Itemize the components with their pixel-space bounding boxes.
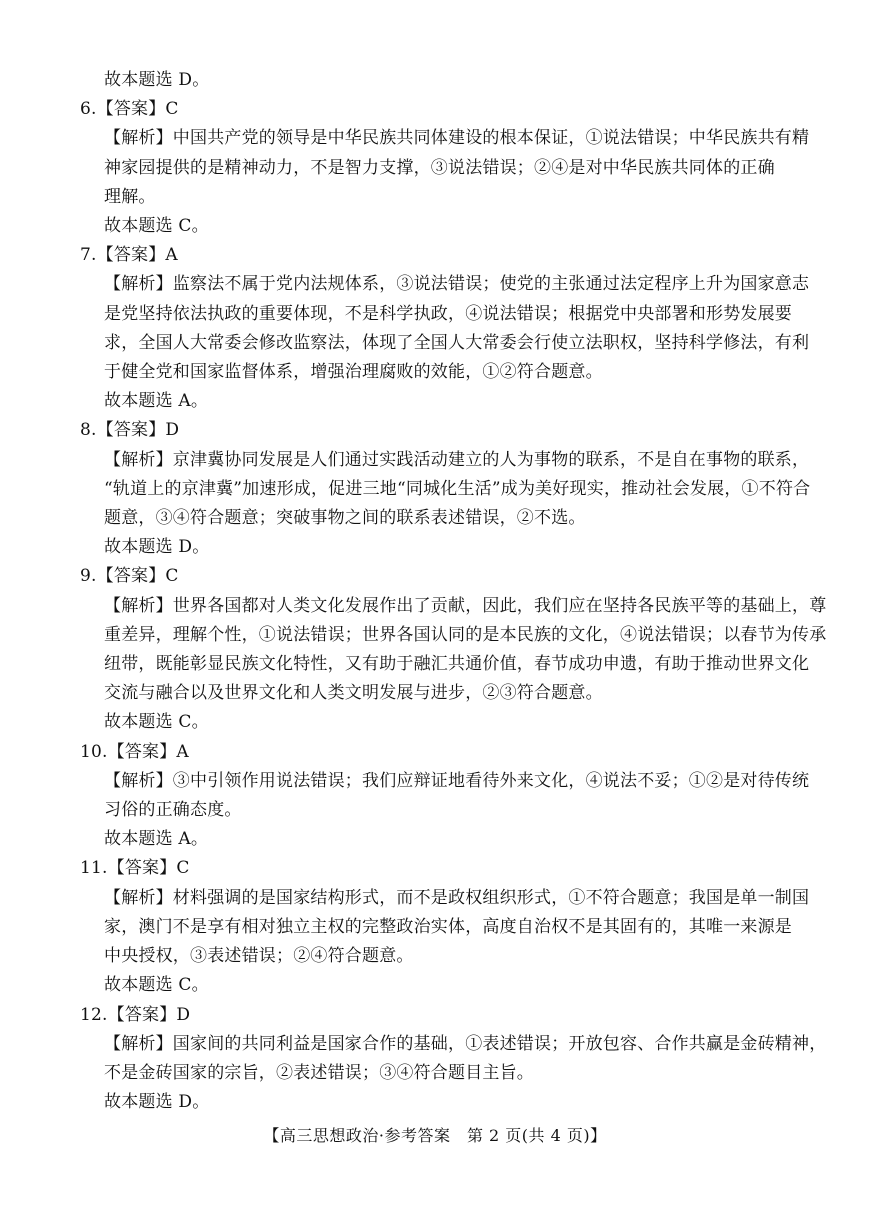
text-line: 【解析】材料强调的是国家结构形式，而不是政权组织形式，①不符合题意；我国是单一制国	[104, 887, 810, 908]
text-line: 是党坚持依法执政的重要体现，不是科学执政，④说法错误；根据党中央部署和形势发展要	[104, 303, 792, 324]
text-line: 家，澳门不是享有相对独立主权的完整政治实体，高度自治权不是其固有的，其唯一来源是	[104, 916, 792, 937]
text-line: 交流与融合以及世界文化和人类文明发展与进步，②③符合题意。	[104, 683, 603, 704]
text-line: 【解析】国家间的共同利益是国家合作的基础，①表述错误；开放包容、合作共赢是金砖精神，	[104, 1033, 827, 1054]
text-line: “轨道上的京津冀”加速形成，促进三地“同城化生活”成为美好现实，推动社会发展，①不符合	[104, 478, 811, 499]
text-line: 【解析】③中引领作用说法错误；我们应辩证地看待外来文化，④说法不妥；①②是对待传统	[104, 770, 810, 791]
text-line: 故本题选 D。	[104, 537, 210, 558]
text-line: 8.【答案】D	[80, 420, 180, 441]
text-line: 于健全党和国家监督体系，增强治理腐败的效能，①②符合题意。	[104, 362, 603, 383]
text-line: 神家园提供的是精神动力，不是智力支撑，③说法错误；②④是对中华民族共同体的正确	[104, 157, 775, 178]
text-line: 中央授权，③表述错误；②④符合题意。	[104, 946, 414, 967]
text-line: 故本题选 C。	[104, 975, 209, 996]
text-line: 10.【答案】A	[80, 741, 189, 762]
text-line: 重差异，理解个性，①说法错误；世界各国认同的是本民族的文化，④说法错误；以春节为传承	[104, 624, 827, 645]
text-line: 故本题选 D。	[104, 1092, 210, 1113]
text-line: 【解析】世界各国都对人类文化发展作出了贡献，因此，我们应在坚持各民族平等的基础上，尊	[104, 595, 827, 616]
text-line: 7.【答案】A	[80, 245, 178, 266]
text-line: 纽带，既能彰显民族文化特性，又有助于融汇共通价值，春节成功申遗，有助于推动世界文化	[104, 654, 810, 675]
text-line: 12.【答案】D	[80, 1004, 191, 1025]
text-line: 习俗的正确态度。	[104, 800, 242, 821]
text-line: 故本题选 A。	[104, 829, 209, 850]
text-line: 不是金砖国家的宗旨，②表述错误；③④符合题目主旨。	[104, 1062, 534, 1083]
text-line: 9.【答案】C	[80, 566, 179, 587]
text-line: 故本题选 C。	[104, 216, 209, 237]
text-line: 故本题选 D。	[104, 70, 210, 90]
text-line: 【解析】京津冀协同发展是人们通过实践活动建立的人为事物的联系，不是自在事物的联系，	[104, 449, 810, 470]
text-line: 11.【答案】C	[80, 858, 190, 879]
answer-content	[80, 66, 827, 1117]
text-line: 理解。	[104, 186, 156, 207]
text-line: 【解析】监察法不属于党内法规体系，③说法错误；使党的主张通过法定程序上升为国家意志	[104, 274, 810, 295]
text-line: 求，全国人大常委会修改监察法，体现了全国人大常委会行使立法职权，坚持科学修法，有利	[104, 332, 810, 353]
text-line: 【解析】中国共产党的领导是中华民族共同体建设的根本保证，①说法错误；中华民族共有精	[104, 128, 810, 149]
text-line: 故本题选 A。	[104, 391, 209, 412]
text-line: 故本题选 C。	[104, 712, 209, 733]
page-footer: 【高三思想政治·参考答案 第 2 页(共 4 页)】	[263, 1126, 607, 1145]
text-line: 6.【答案】C	[80, 99, 179, 120]
text-line: 题意，③④符合题意；突破事物之间的联系表述错误，②不选。	[104, 508, 586, 529]
